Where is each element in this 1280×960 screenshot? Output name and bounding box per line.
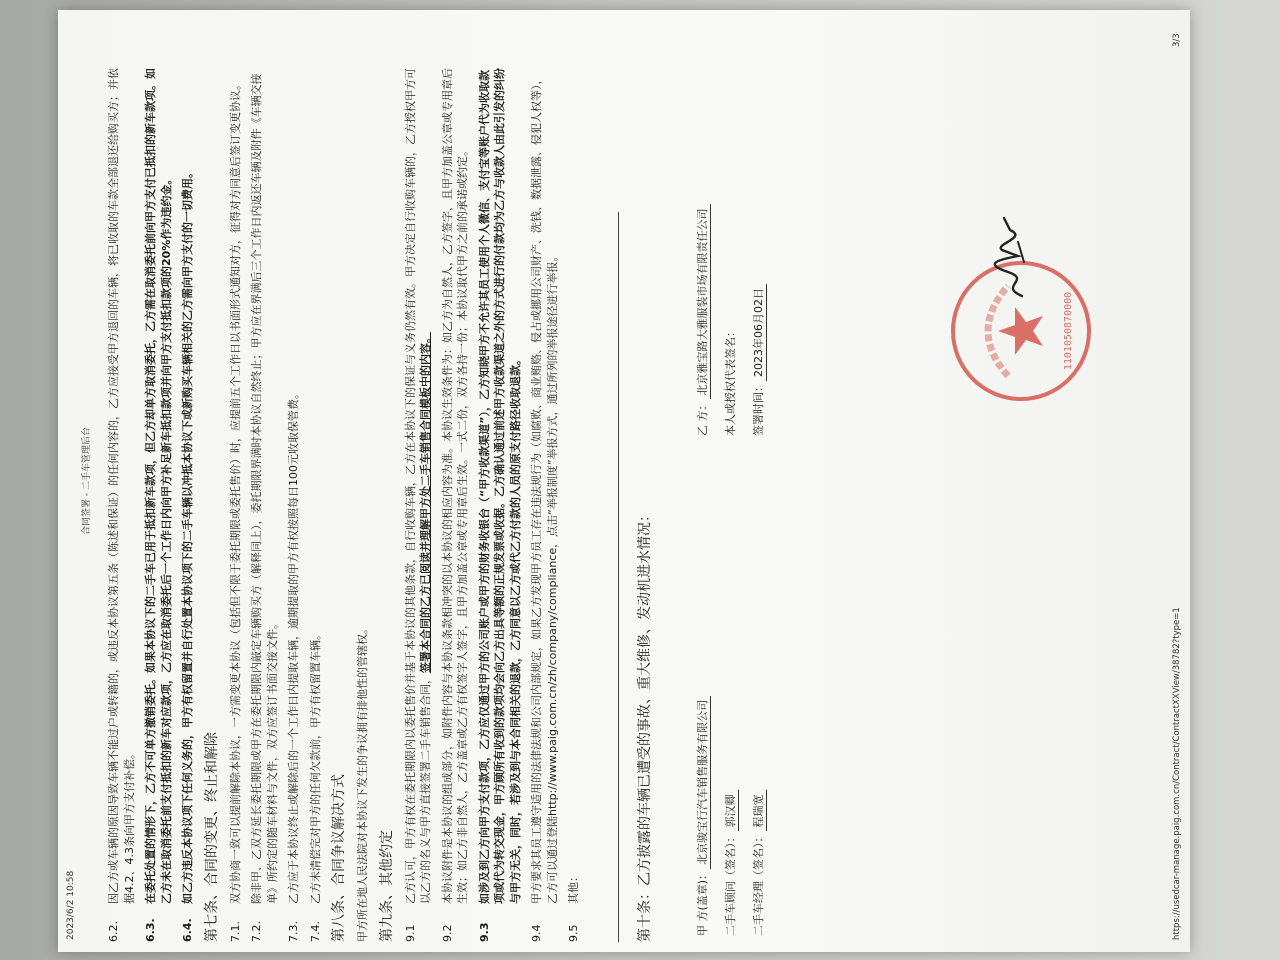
seal-star-icon [998, 307, 1043, 355]
party-b-value: 北京雅宝路大雅服装市场有限责任公司 [695, 205, 712, 400]
section-10-title: 第十条：乙方披露的车辆已遭受的事故、重大维修、发动机进水情况： [636, 508, 653, 942]
clause-number: 9.3 [477, 922, 491, 942]
signature-underline [1018, 242, 1024, 262]
clause-text: 在委托处置的情形下，乙方不可单方撤销委托。如果本协议下的二手车已用于抵扣新车款项，但乙方却单方取消委托，乙方需在取消委托前向甲方支付已抵扣的新车款项。如乙方未在取消委托前支付抵扣的新车对应款项，乙方应在取消委托后一个工作日内向甲方补足新车抵扣款项并向甲方支付抵扣款项的20%作为违约金。 [144, 68, 173, 904]
manager-label: 二手车经理（签名）： [751, 831, 765, 936]
clause-9-3 [477, 67, 524, 942]
party-a-label: 甲 方(盖章)： [695, 868, 709, 936]
contract-page [58, 10, 1190, 952]
clause-6-2 [106, 67, 137, 942]
clause-text: 双方协商一致可以提前解除本协议，一方需变更本协议（包括但不限于委托期限或委托售价）时，应提前五个工作日以书面形式通知对方，征得对方同意后签订变更协议。 [228, 79, 242, 904]
signature-row-3 [751, 67, 779, 942]
clause-number: 9.4 [530, 924, 543, 942]
clause-text: 其他： [567, 871, 580, 904]
clause-number: 6.2. [107, 921, 120, 942]
signature-row-2 [723, 67, 751, 942]
section-7-title: 第七条、合同的变更、终止和解除 [203, 732, 220, 942]
clause-text: 因乙方或车辆的原因导致车辆不能过户或转籍的，或违反本协议第五条（陈述和保证）的任何内容的，乙方应接受甲方退回的车辆，将已收取的车款全部退还给购买方；并依据4.2、4.3条向甲方支付补偿。 [107, 68, 136, 904]
consultant-value: 郭汉卿 [723, 791, 740, 832]
footer-url: https://usedcar-manage.paig.com.cn/Contract/ContractXXView/38782?type=1 [1172, 607, 1182, 940]
signature-stroke [995, 218, 1022, 296]
clause-text: 乙方认可，甲方有权在委托期限内以委托售价并基于本协议的其他条款，自行收购车辆，乙方在本协议下的保证与义务仍然有效。甲方决定自行收购车辆的，乙方授权甲方可以乙方的名义与甲方直接签署二手车销售合同， [403, 68, 432, 904]
signature-row-1 [695, 67, 723, 942]
clause-number: 6.4. [181, 918, 194, 942]
section-8-text: 甲方所在地人民法院对本协议下发生的争议拥有排他性的管辖权。 [356, 623, 369, 942]
page-number: 3/3 [1172, 33, 1182, 47]
divider [618, 212, 619, 942]
clause-9-1 [403, 67, 434, 942]
consultant-label: 二手车顾问（签名）： [723, 831, 737, 936]
clause-7-4 [308, 67, 324, 942]
clause-6-3 [143, 67, 174, 942]
clause-emphasis: 签署本合同的乙方已阅读并理解甲方处二手车销售合同模板中的内容。 [419, 332, 432, 673]
clause-text: 如涉及到乙方向甲方支付款项，乙方应仅通过甲方的公司账户或甲方的财务收银台（“甲方收款渠道”），乙方知晓甲方不允许其员工使用个人微信、支付宝等账户代为收取款项或代为转交现金，甲方顾所有收到的款项均会向乙方出具等额的正规发票或收据。乙方确认通过前述甲方收款渠道之外的方式进行的付款均为乙方与收款人由此引发的纠纷与甲方无关，同时，若涉及到与本合同相关的退款，乙方同意以乙方或代乙方付款的人员的原支付路径收取退款。 [477, 68, 522, 904]
time-label: 签署时间： [751, 381, 765, 436]
handwritten-signature [988, 212, 1036, 302]
section-9-title: 第九条、其他约定 [378, 830, 395, 942]
manager-value: 程瑞宽 [751, 791, 768, 832]
clause-7-2 [249, 67, 280, 942]
clause-number: 6.3. [144, 918, 157, 942]
party-b-label: 乙 方： [695, 399, 709, 436]
clause-number: 7.4. [308, 921, 322, 942]
clause-number: 7.1. [228, 921, 242, 942]
clause-7-3 [286, 67, 302, 942]
clause-number: 9.5 [567, 924, 580, 942]
clause-text: 乙方应于本协议终止或解除后的一个工作日内提取车辆，逾期提取的甲方有权按照每日100元收取保管费。 [287, 388, 300, 904]
clause-text: 乙方未清偿完对甲方的任何欠款前，甲方有权留置车辆。 [308, 629, 322, 904]
print-title: 合同签署 - 二手车管理后台 [82, 427, 92, 535]
section-8-title: 第八条、合同争议解决方式 [331, 774, 347, 942]
clause-number: 9.1 [403, 924, 417, 942]
party-a-value: 北京骏宝行汽车销售服务有限公司 [695, 696, 712, 869]
seal-id-digits: 1101050870000 [1063, 291, 1074, 371]
contract-body [106, 67, 779, 942]
clause-text: 甲方要求其员工遵守适用的法律法规和公司内部规定，如果乙方发现甲方员工存在违法规行为（如腐败、商业贿赂、侵占或挪用公司财产、洗钱、数据泄露、侵犯人权等），乙方可以通过登陆http://www.paig.com.cn/zh/company/compliance，点击“举报制度”举报方式，通过所列的举报途径进行举报。 [530, 73, 559, 904]
clause-text: 除非甲、乙双方延长委托期限或甲方在委托期限内敲定车辆购买方（解释同上），委托期限界满时本协议自然终止；甲方应在界满后三个工作日内返还车辆及附件《车辆交接单》所约定的随车材料与文件，双方应签订书面交接文件。 [250, 73, 279, 904]
clause-text: 本协议附件是本协议的组成部分，如附件内容与本协议条款相冲突的以本协议的相应内容为准。本协议生效条件为：如乙方为自然人，乙方签字，且甲方加盖公章或专用章后生效；如乙方非自然人，乙方盖章或乙方有权签字人签字，且甲方加盖公章或专用章后生效。一式二份，双方各持一份；本协议取代甲方之前的承诺或约定。 [440, 68, 469, 904]
clause-number: 7.3. [287, 921, 300, 942]
time-value: 2023年06月02日 [751, 284, 768, 381]
clause-9-5 [566, 67, 582, 942]
paper-sheet [58, 10, 1190, 952]
clause-7-1 [228, 67, 244, 942]
clause-number: 7.2. [250, 921, 263, 942]
clause-9-4 [529, 67, 560, 942]
clause-6-4 [180, 67, 196, 942]
print-datetime: 2023/6/2 10:58 [66, 870, 76, 940]
clause-9-2 [440, 67, 471, 942]
clause-number: 9.2 [440, 924, 454, 942]
rep-label: 本人或授权代表签名： [723, 326, 737, 436]
clause-text: 如乙方违反本协议项下任何义务的，甲方有权留置并自行处置本协议项下的二手车辆以冲抵本协议下或新购买车辆相关的乙方需向甲方支付的一切费用。 [181, 167, 194, 904]
